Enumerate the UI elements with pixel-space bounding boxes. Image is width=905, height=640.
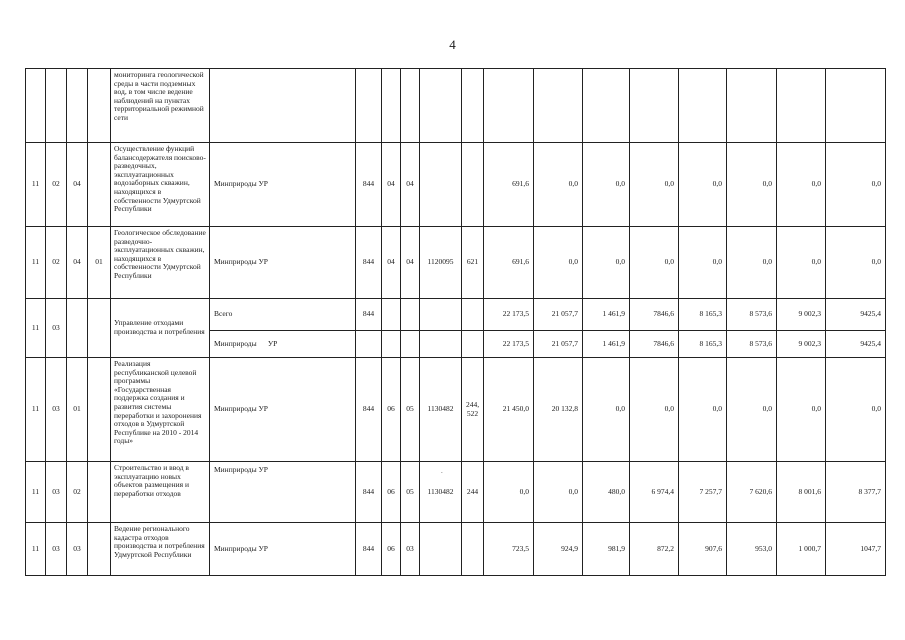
value-cell: 0,0 bbox=[727, 143, 777, 227]
code-cell: 11 bbox=[26, 227, 46, 299]
value-cell: 0,0 bbox=[583, 143, 630, 227]
code-cell bbox=[67, 69, 88, 143]
pr-cell bbox=[401, 299, 420, 331]
value-cell: 0,0 bbox=[679, 358, 727, 462]
code-cell bbox=[26, 69, 46, 143]
rz-cell bbox=[382, 331, 401, 358]
value-cell bbox=[583, 69, 630, 143]
code-cell: 02 bbox=[46, 227, 67, 299]
table-row bbox=[26, 227, 886, 299]
value-cell: 0,0 bbox=[826, 227, 886, 299]
vr-cell bbox=[462, 69, 484, 143]
code-cell: 11 bbox=[26, 523, 46, 576]
rz-cell bbox=[382, 69, 401, 143]
csr-cell bbox=[420, 143, 462, 227]
csr-cell: 1130482 bbox=[420, 462, 462, 523]
value-cell: 9425,4 bbox=[826, 299, 886, 331]
csr-cell: 1120095 bbox=[420, 227, 462, 299]
value-cell: 20 132,8 bbox=[534, 358, 583, 462]
value-cell: 21 450,0 bbox=[484, 358, 534, 462]
value-cell: 0,0 bbox=[630, 358, 679, 462]
vr-cell: 621 bbox=[462, 227, 484, 299]
rz-cell bbox=[382, 299, 401, 331]
value-cell: 0,0 bbox=[534, 227, 583, 299]
code-cell: 02 bbox=[67, 462, 88, 523]
value-cell: 1 461,9 bbox=[583, 331, 630, 358]
code-cell: 11 bbox=[26, 462, 46, 523]
code-cell bbox=[88, 299, 111, 358]
rz-cell: 04 bbox=[382, 143, 401, 227]
value-cell: 7 620,6 bbox=[727, 462, 777, 523]
value-cell: 0,0 bbox=[727, 227, 777, 299]
vr-cell bbox=[462, 523, 484, 576]
csr-cell bbox=[420, 331, 462, 358]
value-cell bbox=[727, 69, 777, 143]
value-cell: 1 461,9 bbox=[583, 299, 630, 331]
table-row bbox=[26, 358, 886, 462]
value-cell: 0,0 bbox=[777, 143, 826, 227]
code-cell bbox=[88, 523, 111, 576]
value-cell: 7846,6 bbox=[630, 331, 679, 358]
pr-cell: 05 bbox=[401, 462, 420, 523]
grbs-cell: 844 bbox=[356, 143, 382, 227]
code-cell: 03 bbox=[46, 299, 67, 358]
grbs-cell bbox=[356, 331, 382, 358]
item-name: мониторинга геологической среды в части подземных вод, в том числе ведение наблюдений на пунктах территориальной режимной сети bbox=[111, 69, 210, 143]
owner-cell: Минприроды УР bbox=[210, 358, 356, 462]
code-cell: 03 bbox=[46, 523, 67, 576]
stray-mark: . bbox=[441, 467, 443, 475]
value-cell: 981,9 bbox=[583, 523, 630, 576]
value-cell: 8 001,6 bbox=[777, 462, 826, 523]
value-cell: 0,0 bbox=[727, 358, 777, 462]
code-cell: 02 bbox=[46, 143, 67, 227]
value-cell bbox=[826, 69, 886, 143]
code-cell: 01 bbox=[88, 227, 111, 299]
table-row bbox=[26, 143, 886, 227]
value-cell: 691,6 bbox=[484, 143, 534, 227]
value-cell: 907,6 bbox=[679, 523, 727, 576]
owner-cell: Минприроды УР bbox=[210, 143, 356, 227]
grbs-cell: 844 bbox=[356, 523, 382, 576]
code-cell bbox=[88, 69, 111, 143]
value-cell: 8 165,3 bbox=[679, 299, 727, 331]
code-cell bbox=[88, 358, 111, 462]
owner-cell: Минприроды УР bbox=[210, 227, 356, 299]
value-cell bbox=[484, 69, 534, 143]
vr-cell bbox=[462, 331, 484, 358]
grbs-cell: 844 bbox=[356, 462, 382, 523]
code-cell: 04 bbox=[67, 227, 88, 299]
value-cell: 0,0 bbox=[534, 143, 583, 227]
value-cell: 6 974,4 bbox=[630, 462, 679, 523]
csr-cell bbox=[420, 523, 462, 576]
value-cell: 953,0 bbox=[727, 523, 777, 576]
item-name: Геологическое обследование разведочно-эксплуатационных скважин, находящихся в собственности Удмуртской Республики bbox=[111, 227, 210, 299]
value-cell: 8 165,3 bbox=[679, 331, 727, 358]
code-cell: 01 bbox=[67, 358, 88, 462]
value-cell: 1047,7 bbox=[826, 523, 886, 576]
value-cell: 21 057,7 bbox=[534, 331, 583, 358]
code-cell: 11 bbox=[26, 358, 46, 462]
value-cell: 8 573,6 bbox=[727, 299, 777, 331]
rz-cell: 04 bbox=[382, 227, 401, 299]
rz-cell: 06 bbox=[382, 523, 401, 576]
vr-cell: 244, 522 bbox=[462, 358, 484, 462]
value-cell: 924,9 bbox=[534, 523, 583, 576]
value-cell: 0,0 bbox=[679, 143, 727, 227]
value-cell: 21 057,7 bbox=[534, 299, 583, 331]
value-cell: 9 002,3 bbox=[777, 331, 826, 358]
pr-cell: 04 bbox=[401, 143, 420, 227]
code-cell: 11 bbox=[26, 143, 46, 227]
grbs-cell: 844 bbox=[356, 299, 382, 331]
grbs-cell: 844 bbox=[356, 358, 382, 462]
grbs-cell: 844 bbox=[356, 227, 382, 299]
owner-cell: Всего bbox=[210, 299, 356, 331]
item-name: Осуществление функций балансодержателя поисково-разведочных, эксплуатационных водозаборных скважин, находящихся в собственности Удмуртской Республики bbox=[111, 143, 210, 227]
pr-cell: 03 bbox=[401, 523, 420, 576]
code-cell: 11 bbox=[26, 299, 46, 358]
item-name: Управление отходами производства и потребления bbox=[111, 299, 210, 358]
value-cell: 0,0 bbox=[534, 462, 583, 523]
value-cell: 22 173,5 bbox=[484, 299, 534, 331]
page-number: 4 bbox=[449, 37, 456, 52]
value-cell: 8 377,7 bbox=[826, 462, 886, 523]
grbs-cell bbox=[356, 69, 382, 143]
value-cell bbox=[534, 69, 583, 143]
item-name: Строительство и ввод в эксплуатацию новых объектов размещения и переработки отходов bbox=[111, 462, 210, 523]
code-cell bbox=[88, 143, 111, 227]
value-cell: 1 000,7 bbox=[777, 523, 826, 576]
csr-cell bbox=[420, 299, 462, 331]
value-cell: 7 257,7 bbox=[679, 462, 727, 523]
owner-cell bbox=[210, 69, 356, 143]
value-cell: 691,6 bbox=[484, 227, 534, 299]
code-cell: 04 bbox=[67, 143, 88, 227]
table-row bbox=[26, 462, 886, 523]
item-name: Ведение регионального кадастра отходов производства и потребления Удмуртской Республики bbox=[111, 523, 210, 576]
rz-cell: 06 bbox=[382, 358, 401, 462]
csr-cell: 1130482 bbox=[420, 358, 462, 462]
table-row bbox=[26, 299, 886, 331]
value-cell: 7846,6 bbox=[630, 299, 679, 331]
code-cell: 03 bbox=[67, 523, 88, 576]
value-cell: 9 002,3 bbox=[777, 299, 826, 331]
value-cell: 0,0 bbox=[484, 462, 534, 523]
value-cell: 0,0 bbox=[777, 227, 826, 299]
pr-cell: 05 bbox=[401, 358, 420, 462]
owner-cell: Минприроды УР bbox=[210, 462, 356, 523]
value-cell bbox=[679, 69, 727, 143]
owner-cell: Минприроды УР bbox=[210, 331, 356, 358]
value-cell: 0,0 bbox=[583, 227, 630, 299]
value-cell bbox=[777, 69, 826, 143]
value-cell: 0,0 bbox=[630, 227, 679, 299]
value-cell: 0,0 bbox=[777, 358, 826, 462]
value-cell: 0,0 bbox=[826, 358, 886, 462]
value-cell: 0,0 bbox=[583, 358, 630, 462]
value-cell: 0,0 bbox=[679, 227, 727, 299]
table-row bbox=[26, 69, 886, 143]
budget-table bbox=[25, 68, 886, 576]
value-cell: 480,0 bbox=[583, 462, 630, 523]
code-cell: 03 bbox=[46, 358, 67, 462]
value-cell: 22 173,5 bbox=[484, 331, 534, 358]
vr-cell bbox=[462, 299, 484, 331]
pr-cell bbox=[401, 69, 420, 143]
pr-cell bbox=[401, 331, 420, 358]
value-cell: 9425,4 bbox=[826, 331, 886, 358]
code-cell bbox=[46, 69, 67, 143]
owner-cell: Минприроды УР bbox=[210, 523, 356, 576]
value-cell: 872,2 bbox=[630, 523, 679, 576]
vr-cell bbox=[462, 143, 484, 227]
value-cell: 0,0 bbox=[826, 143, 886, 227]
vr-cell: 244 bbox=[462, 462, 484, 523]
code-cell bbox=[67, 299, 88, 358]
value-cell bbox=[630, 69, 679, 143]
value-cell: 8 573,6 bbox=[727, 331, 777, 358]
value-cell: 0,0 bbox=[630, 143, 679, 227]
code-cell: 03 bbox=[46, 462, 67, 523]
csr-cell bbox=[420, 69, 462, 143]
item-name: Реализация республиканской целевой программы «Государственная поддержка создания и развития системы переработки и захоронения отходов в Удмуртской Республике на 2010 - 2014 годы» bbox=[111, 358, 210, 462]
code-cell bbox=[88, 462, 111, 523]
table-row bbox=[26, 523, 886, 576]
rz-cell: 06 bbox=[382, 462, 401, 523]
pr-cell: 04 bbox=[401, 227, 420, 299]
value-cell: 723,5 bbox=[484, 523, 534, 576]
